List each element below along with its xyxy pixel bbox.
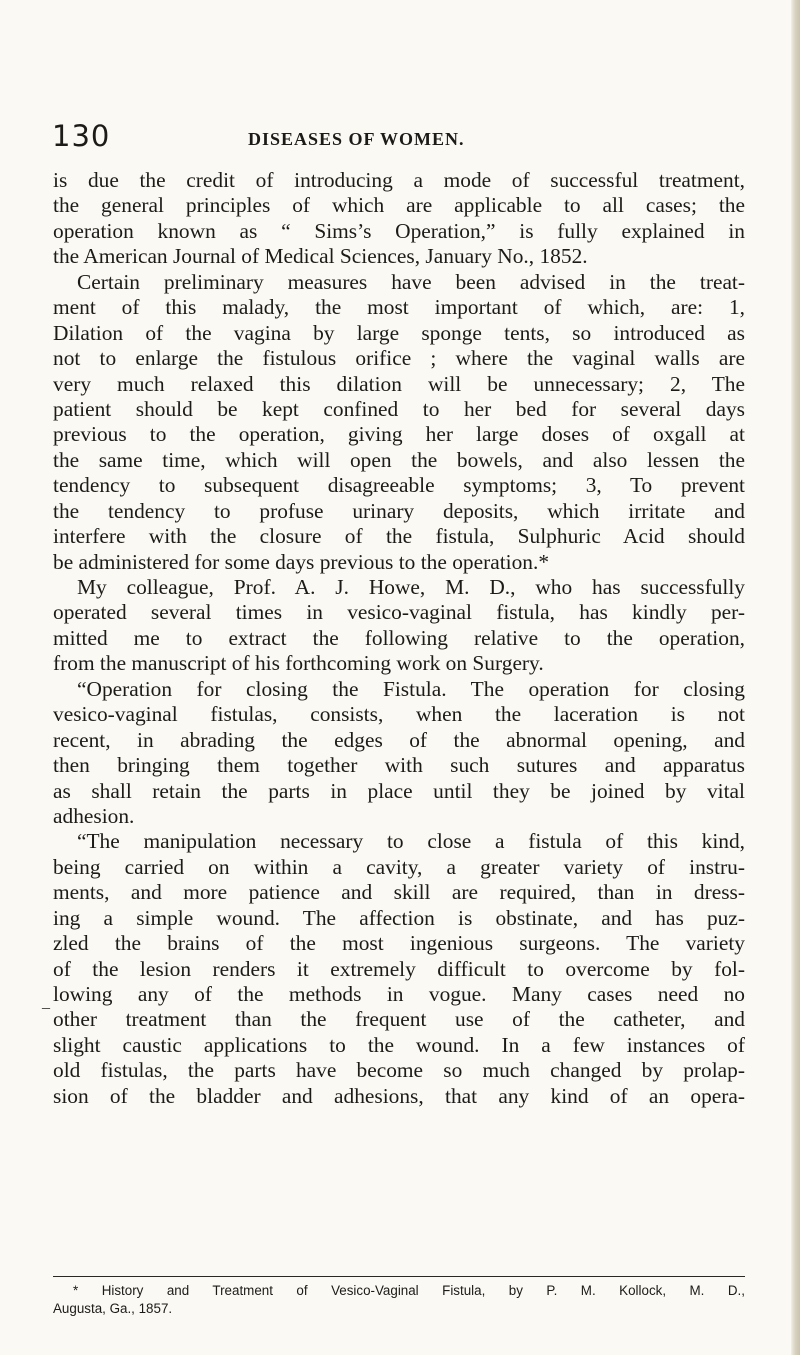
text-line-30: ing a simple wound. The affection is obstinate, and has puz- — [53, 905, 745, 930]
footnote — [53, 1282, 745, 1317]
text-line-5: Certain preliminary measures have been advised in the treat- — [77, 269, 745, 294]
text-line-37: sion of the bladder and adhesions, that any kind of an opera- — [53, 1083, 745, 1108]
text-line-25: as shall retain the parts in place until they be joined by vital — [53, 778, 745, 803]
running-head: DISEASES OF WOMEN. — [248, 129, 465, 149]
text-line-9: very much relaxed this dilation will be unnecessary; 2, The — [53, 371, 745, 396]
text-line-29: ments, and more patience and skill are required, than in dress- — [53, 880, 745, 905]
footnote-line-2: Augusta, Ga., 1857. — [53, 1300, 173, 1316]
text-line-19: mitted me to extract the following relative to the operation, — [53, 625, 745, 650]
text-line-26: adhesion. — [53, 803, 135, 828]
text-line-16: be administered for some days previous to the operation.* — [53, 549, 550, 574]
text-line-3: operation known as “ Sims’s Operation,” is fully explained in — [53, 218, 745, 243]
text-line-14: the tendency to profuse urinary deposits, which irritate and — [53, 498, 745, 523]
body-text — [53, 168, 745, 1109]
text-line-22: vesico-vaginal fistulas, consists, when the laceration is not — [53, 702, 745, 727]
text-line-21: “Operation for closing the Fistula. The operation for closing — [77, 676, 745, 701]
footnote-line-1: * History and Treatment of Vesico-Vaginal Fistula, by P. M. Kollock, M. D., — [73, 1283, 745, 1298]
page-number: 130 — [52, 119, 111, 153]
text-line-17: My colleague, Prof. A. J. Howe, M. D., who has successfully — [77, 575, 745, 599]
text-line-34: other treatment than the frequent use of the catheter, and — [53, 1007, 745, 1032]
text-line-15: interfere with the closure of the fistula, Sulphuric Acid should — [53, 524, 745, 549]
page-edge-shadow — [791, 0, 800, 1355]
page-header — [52, 118, 742, 168]
text-line-10: patient should be kept confined to her bed for several days — [53, 396, 745, 421]
text-line-6: ment of this malady, the most important of which, are: 1, — [53, 295, 745, 320]
margin-mark: _ — [42, 994, 50, 1011]
text-line-32: of the lesion renders it extremely difficult to overcome by fol- — [53, 956, 745, 981]
text-line-24: then bringing them together with such sutures and apparatus — [53, 753, 745, 778]
text-line-12: the same time, which will open the bowels, and also lessen the — [53, 447, 745, 472]
text-line-1: is due the credit of introducing a mode of successful treatment, — [53, 168, 745, 192]
text-line-27: “The manipulation necessary to close a fistula of this kind, — [77, 829, 745, 854]
text-line-31: zled the brains of the most ingenious surgeons. The variety — [53, 931, 745, 956]
text-line-36: old fistulas, the parts have become so much changed by prolap- — [53, 1058, 745, 1083]
text-line-33: lowing any of the methods in vogue. Many cases need no — [53, 982, 745, 1006]
text-line-7: Dilation of the vagina by large sponge tents, so introduced as — [53, 320, 745, 345]
text-line-13: tendency to subsequent disagreeable symptoms; 3, To prevent — [53, 473, 745, 498]
text-line-28: being carried on within a cavity, a greater variety of instru- — [53, 854, 745, 879]
text-line-20: from the manuscript of his forthcoming work on Surgery. — [53, 651, 544, 676]
text-line-11: previous to the operation, giving her large doses of oxgall at — [53, 422, 745, 447]
text-line-35: slight caustic applications to the wound. In a few instances of — [53, 1032, 745, 1057]
text-line-4: the American Journal of Medical Sciences, January No., 1852. — [53, 244, 588, 269]
text-line-18: operated several times in vesico-vaginal fistula, has kindly per- — [53, 600, 745, 625]
text-line-8: not to enlarge the fistulous orifice ; where the vaginal walls are — [53, 346, 745, 371]
text-line-23: recent, in abrading the edges of the abnormal opening, and — [53, 727, 745, 752]
text-line-2: the general principles of which are applicable to all cases; the — [53, 193, 745, 218]
footnote-rule — [53, 1276, 745, 1277]
